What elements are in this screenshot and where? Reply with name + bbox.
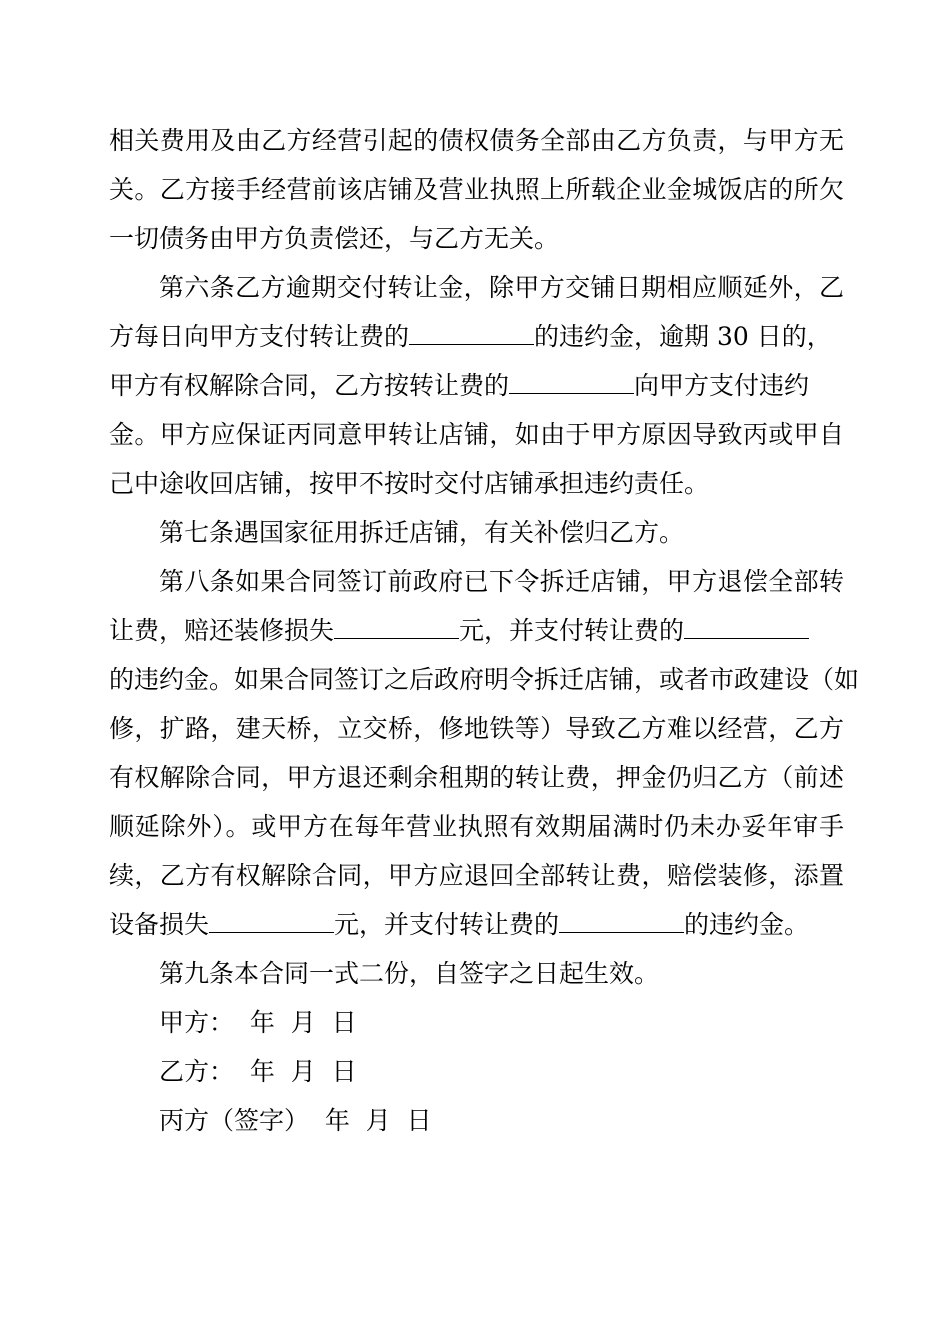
article-8-line (109, 606, 844, 655)
signature-party-b: 乙方： 年 月 日 (159, 1057, 357, 1086)
article-6-line: 金。甲方应保证丙同意甲转让店铺，如由于甲方原因导致丙或甲自 (109, 420, 844, 449)
fill-in-blank (684, 616, 809, 639)
text-line: 一切债务由甲方负责偿还，与乙方无关。 (109, 224, 560, 253)
text-segment: 设备损失 (109, 910, 210, 939)
text-segment: 方每日向甲方支付转让费的 (109, 322, 410, 351)
signature-party-c: 丙方（签字） 年 月 日 (159, 1106, 432, 1135)
article-8-line: 的违约金。如果合同签订之后政府明令拆迁店铺，或者市政建设（如 (109, 665, 860, 694)
article-9-line: 第九条本合同一式二份，自签字之日起生效。 (159, 959, 660, 988)
article-7-line: 第七条遇国家征用拆迁店铺，有关补偿归乙方。 (159, 518, 685, 547)
contract-text (109, 116, 860, 1145)
fill-in-blank (409, 322, 534, 345)
text-segment: 元，并支付转让费的 (334, 910, 560, 939)
fill-in-blank (334, 616, 459, 639)
text-segment: 元，并支付转让费的 (459, 616, 685, 645)
article-8-line: 有权解除合同，甲方退还剩余租期的转让费，押金仍归乙方（前述 (109, 763, 844, 792)
fill-in-blank (559, 910, 684, 933)
fill-in-blank (509, 371, 634, 394)
article-8-line (109, 900, 844, 949)
text-segment: 向甲方支付违约 (634, 371, 810, 400)
article-8-line: 第八条如果合同签订前政府已下令拆迁店铺，甲方退偿全部转 (159, 567, 844, 596)
article-6-line: 第六条乙方逾期交付转让金，除甲方交铺日期相应顺延外，乙 (159, 273, 844, 302)
signature-party-a: 甲方： 年 月 日 (159, 1008, 357, 1037)
article-8-line: 续，乙方有权解除合同，甲方应退回全部转让费，赔偿装修，添置 (109, 861, 844, 890)
text-segment: 的违约金。 (684, 910, 810, 939)
article-6-line: 己中途收回店铺，按甲不按时交付店铺承担违约责任。 (109, 469, 710, 498)
text-segment: 让费，赔还装修损失 (109, 616, 335, 645)
article-6-line (109, 312, 844, 361)
article-6-line (109, 361, 844, 410)
text-line: 关。乙方接手经营前该店铺及营业执照上所载企业金城饭店的所欠 (109, 175, 844, 204)
fill-in-blank (209, 910, 334, 933)
text-segment: 的违约金，逾期 30 日的， (534, 322, 832, 351)
text-segment: 甲方有权解除合同，乙方按转让费的 (109, 371, 510, 400)
text-line: 相关费用及由乙方经营引起的债权债务全部由乙方负责，与甲方无 (109, 126, 844, 155)
article-8-line: 修，扩路，建天桥，立交桥，修地铁等）导致乙方难以经营，乙方 (109, 714, 844, 743)
article-8-line: 顺延除外）。或甲方在每年营业执照有效期届满时仍未办妥年审手 (109, 812, 844, 841)
